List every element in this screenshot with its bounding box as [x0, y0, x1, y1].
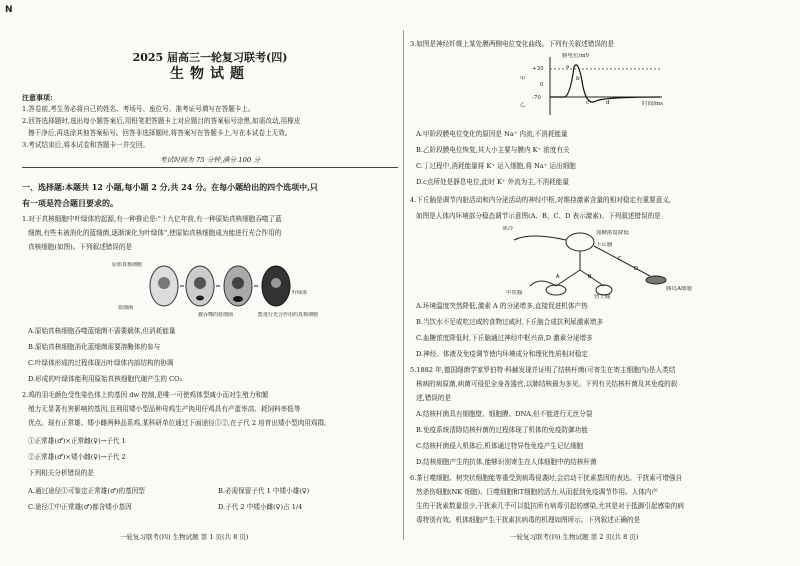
y-axis-label: 膜电位/mV: [562, 53, 590, 59]
question-4-text: 4.下丘脑是调节内脏活动和内分泌活动的神经中枢,对维持激素含量的相对稳定有重要意义,: [410, 196, 672, 204]
figure-label: 被吞噬的蓝细菌: [198, 312, 234, 318]
side-label: 乙: [520, 102, 526, 108]
question-1-text: 真核细胞(如图)。下列叙述错误的是: [28, 243, 133, 251]
notice-line: 擦干净后,再选涂其他答案标号。回答非选择题时,将答案写在答题卡上,写在本试卷上无效。: [28, 129, 292, 137]
option-d: D.神经、体液及免疫调节使内环境成分和理化性质相对稳定: [416, 350, 588, 358]
svg-text:C: C: [618, 256, 622, 262]
figure-label: 肾上腺: [594, 294, 611, 300]
option-d: D.结核细胞产生的抗体,能够识别寄生在人体细胞中的结核杆菌: [416, 458, 597, 466]
x-axis-label: 时间/ms: [642, 101, 663, 107]
question-1-text: 1.对于真核细胞中叶绿体的起源,有一种推论是:"十九亿年前,有一种原始真核细胞吞噬了蓝: [22, 215, 282, 223]
notice-line: 2.回答选择题时,选出每小题答案后,用铅笔把答题卡上对应题目的答案标号涂黑,如需改动,用橡皮: [22, 117, 301, 125]
y-tick: -70: [532, 95, 541, 101]
chloroplast-origin-figure: [142, 258, 292, 316]
question-5-text: 核病的病原菌,病菌可侵犯全身各器官,以肺结核最为多见。下列有关结核杆菌及其免疫的叙: [416, 380, 678, 388]
figure-label: 胰岛A细胞: [666, 286, 692, 292]
right-page: [410, 0, 782, 566]
figure-label: 能进行光合作用的真核细胞: [258, 312, 319, 318]
option-c: C.丁过程中,消耗能量将 K⁺ 运入细胞,将 Na⁺ 运出细胞: [416, 162, 576, 170]
y-tick: 0: [540, 82, 544, 88]
figure-label: 叶绿体: [292, 290, 308, 296]
figure-label: 血糖浓度降低: [596, 230, 630, 236]
question-1-text: 细菌,有些未被消化的蓝细菌,逐渐演化为叶绿体",使原始真核细胞成为能进行光合作用的: [28, 229, 282, 237]
figure-label: 寒冷: [502, 226, 514, 232]
question-5-text: 述,错误的是: [416, 394, 452, 402]
figure-label: 原始真核细胞: [112, 262, 143, 268]
option-c: C.结核杆菌侵入机体后,机体通过特异性免疫产生记忆细胞: [416, 442, 584, 450]
question-2-text: 2.鸡的羽毛颜色受性染色体上的基因 dw 控制,是唯一可使鸡体型减小而对生殖力和繁: [22, 391, 269, 399]
question-5-text: 5.1882 年,德国细菌学家罗伯特·科赫发现并证明了结核杆菌(可寄生在寄主细胞内)是人类结: [410, 366, 676, 374]
cross-1: ①正常雄(♂)×正常雌(♀)→子代 1: [28, 437, 126, 445]
question-3-text: 3.如图是神经纤维上某处膜两侧电位变化曲线。下列有关叙述错误的是: [410, 40, 615, 48]
y-tick: +35: [532, 66, 544, 72]
page-footer: 一轮复习联考(四) 生物试题 第 2 页(共 8 页): [510, 533, 639, 541]
option-b: B.原始真核细胞消化蓝细菌需要溶酶体的参与: [28, 343, 161, 351]
point-label: a: [566, 64, 570, 70]
question-6-text: 然杀伤细胞(NK 细胞)、巨噬细胞和T细胞的活力,从而起到免疫调节作用。人体内产: [416, 488, 659, 496]
option-d: D.c点所处是静息电位,此时 K⁺ 外流为主,不消耗能量: [416, 178, 569, 186]
question-6-text: 毒特别有效。机体细胞产生干扰素抗病毒的机理如图所示。下列叙述正确的是: [416, 516, 641, 524]
question-2-ask: 下列相关分析错误的是: [28, 469, 94, 477]
side-label: 甲: [520, 76, 526, 82]
option-d: D.形成的叶绿体能利用原始真核细胞代谢产生的 CO₂: [28, 375, 183, 383]
option-b: B.必需保留子代 1 中矮小雄(♀): [218, 487, 310, 495]
figure-label: 蓝细菌: [118, 305, 134, 311]
notice-line: 3.考试结束后,将本试卷和答题卡一并交回。: [22, 141, 150, 149]
page-footer: 一轮复习联考(四) 生物试题 第 1 页(共 8 页): [120, 533, 249, 541]
section-header: 有一项是符合题目要求的。: [22, 198, 118, 208]
option-b: B.当饮水不足或吃过咸的食物过咸时,下丘脑合成抗利尿激素增多: [416, 318, 604, 326]
option-a: A.原始真核细胞吞噬蓝细菌不需要载体,但消耗能量: [28, 327, 176, 335]
notice-line: 1.答卷前,考生务必将自己的姓名、考场号、座位号、准考证号填写在答题卡上。: [22, 105, 255, 113]
figure-label: 下丘脑: [596, 242, 613, 248]
option-c: C.途径①中正常雄(♂)都含矮小基因: [28, 503, 132, 511]
homeostasis-figure: [500, 226, 690, 298]
divider-rule: [22, 167, 398, 168]
option-b: B.乙阶段膜电位恢复,其大小主要与膜内 K⁺ 浓度有关: [416, 146, 570, 154]
question-4-text: 如图是人体内环境部分稳态调节示意图(A、B、C、D 表示激素)。下列叙述错误的是: [416, 212, 661, 220]
question-2-text: 殖力无显著有害影响的基因,且利用矮小型品种母鸡生产肉用仔鸡具有产蛋率高、耗饲料率低等: [28, 405, 301, 413]
svg-text:D: D: [634, 266, 638, 272]
svg-text:A: A: [556, 274, 560, 280]
option-a: A.环境温度突然降低,激素 A 的分泌增多,直接促进机体产热: [416, 302, 588, 310]
corner-logo: N: [5, 5, 13, 15]
point-label: b: [576, 76, 580, 82]
option-c: C.血糖浓度降低时,下丘脑通过神经中枢兴奋,D 激素分泌增多: [416, 334, 593, 342]
option-a: A.通过途径①可鉴定正常雄(♂)的基因型: [28, 487, 145, 495]
section-header: 一、选择题:本题共 12 小题,每小题 2 分,共 24 分。在每小题给出的四个选项中,只: [22, 182, 318, 192]
exam-title: 2025 届高三一轮复习联考(四): [132, 51, 288, 64]
left-page: [22, 0, 398, 566]
question-6-text: 6.茶日噬细胞、树突状细胞能等重受到病毒侵袭时,会启动干扰素基因的表达。干扰素可增强自: [410, 474, 683, 482]
point-label: d: [606, 100, 610, 106]
membrane-potential-figure: [530, 53, 670, 121]
cross-2: ②正常雄(♂)×矮小雌(♀)→子代 2: [28, 453, 126, 461]
point-label: c: [586, 100, 590, 106]
column-divider: [403, 30, 404, 540]
subject-title: 生物试题: [170, 66, 250, 82]
question-2-text: 优点。现有正常雄、矮小雌两种品系鸡,某科研单位通过下面途径①②,在子代 2 培育出矮小型肉用鸡群。: [28, 419, 331, 427]
option-b: B.免疫系统清除结核杆菌的过程体现了机体的免疫防御功能: [416, 426, 588, 434]
option-a: A.结核杆菌具有细胞壁、细胞膜、DNA,但不能进行无丝分裂: [416, 410, 593, 418]
question-6-text: 生的干扰素数量很少,干扰素几乎可以抵抗所有病毒引起的感染,尤其是对于抵御引起感染的病: [416, 502, 684, 510]
figure-label: 甲状腺: [506, 290, 523, 296]
option-d: D.子代 2 中矮小雌(♀)占 1/4: [218, 503, 303, 511]
option-a: A.甲阶段膜电位变化的原因是 Na⁺ 内流,不消耗能量: [416, 130, 568, 138]
svg-text:B: B: [588, 274, 592, 280]
option-c: C.叶绿体形成的过程体现出叶绿体内部结构的协调: [28, 359, 174, 367]
notice-header: 注意事项:: [22, 93, 53, 102]
exam-time: 考试时间为 75 分钟,满分 100 分: [159, 156, 261, 164]
